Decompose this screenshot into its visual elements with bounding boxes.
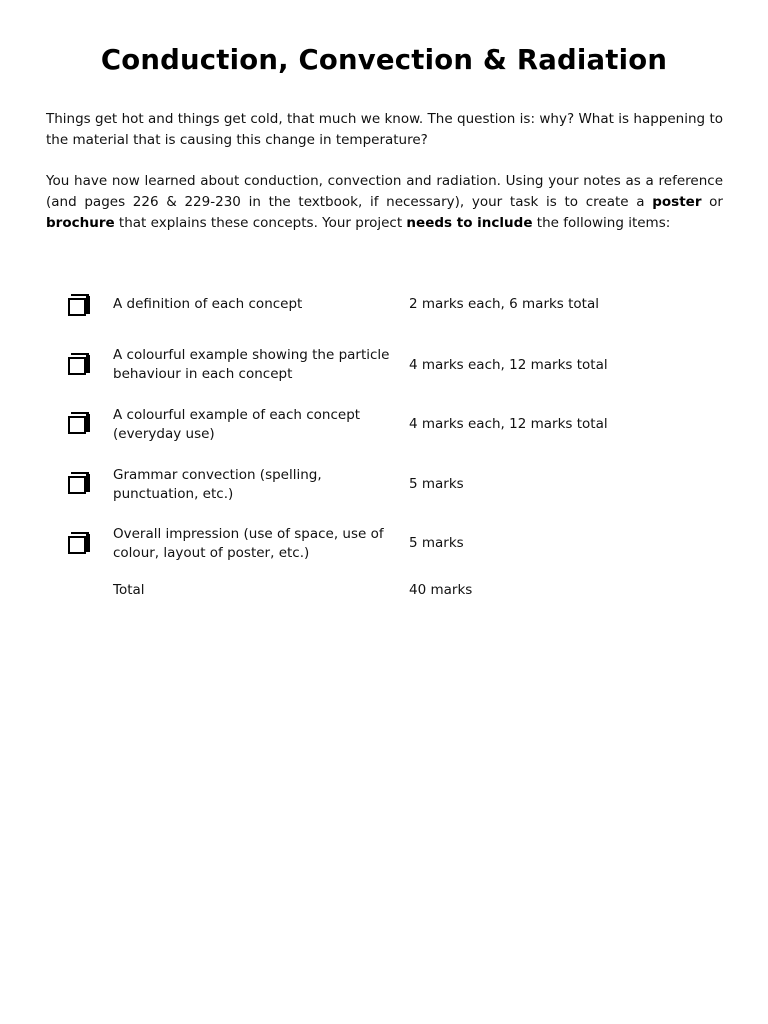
checkbox-icon[interactable] (68, 412, 88, 433)
checklist-total-row (0, 580, 768, 624)
checklist-item-label: Overall impression (use of space, use of colour, layout of poster, etc.) (113, 526, 384, 561)
task-bold-needs-to-include: needs to include (406, 215, 533, 231)
task-bold-poster: poster (652, 194, 702, 210)
checklist-item-label: A colourful example of each concept (everyday use) (113, 407, 361, 442)
task-bold-brochure: brochure (46, 215, 115, 231)
task-text-1: You have now learned about conduction, convection and radiation. Using your notes as a reference (and pages 226 & 229-230 in the textbook, if necessary), your task is to create a (46, 173, 723, 210)
checklist-row-grammar (0, 465, 768, 509)
checkbox-icon[interactable] (68, 532, 88, 553)
checklist-item-label: A colourful example showing the particle behaviour in each concept (113, 347, 390, 382)
checkbox-icon[interactable] (68, 294, 88, 315)
checklist-row-definition (0, 292, 768, 336)
checklist-item-marks: 4 marks each, 12 marks total (409, 357, 608, 373)
task-text-2: or (701, 194, 723, 210)
checklist-row-overall-impression (0, 525, 768, 569)
total-label: Total (113, 582, 145, 598)
checklist-row-everyday-example (0, 405, 768, 449)
checklist-item-label: Grammar convection (spelling, punctuation, etc.) (113, 467, 322, 502)
checklist-item-marks: 2 marks each, 6 marks total (409, 296, 600, 312)
checklist-row-particle-example (0, 346, 768, 390)
task-paragraph (46, 171, 723, 234)
intro-paragraph: Things get hot and things get cold, that much we know. The question is: why? What is happening to the material that is causing this change in temperature? (46, 111, 723, 148)
task-text-3: that explains these concepts. Your project (114, 215, 407, 231)
page-title: Conduction, Convection & Radiation (100, 44, 668, 76)
checklist-item-marks: 4 marks each, 12 marks total (409, 416, 608, 432)
checklist-item-label: A definition of each concept (113, 296, 303, 312)
checklist-item-marks: 5 marks (409, 535, 464, 551)
checklist-item-marks: 5 marks (409, 476, 464, 492)
total-marks: 40 marks (409, 582, 473, 598)
checkbox-icon[interactable] (68, 353, 88, 374)
task-text-4: the following items: (532, 215, 671, 231)
checkbox-icon[interactable] (68, 472, 88, 493)
